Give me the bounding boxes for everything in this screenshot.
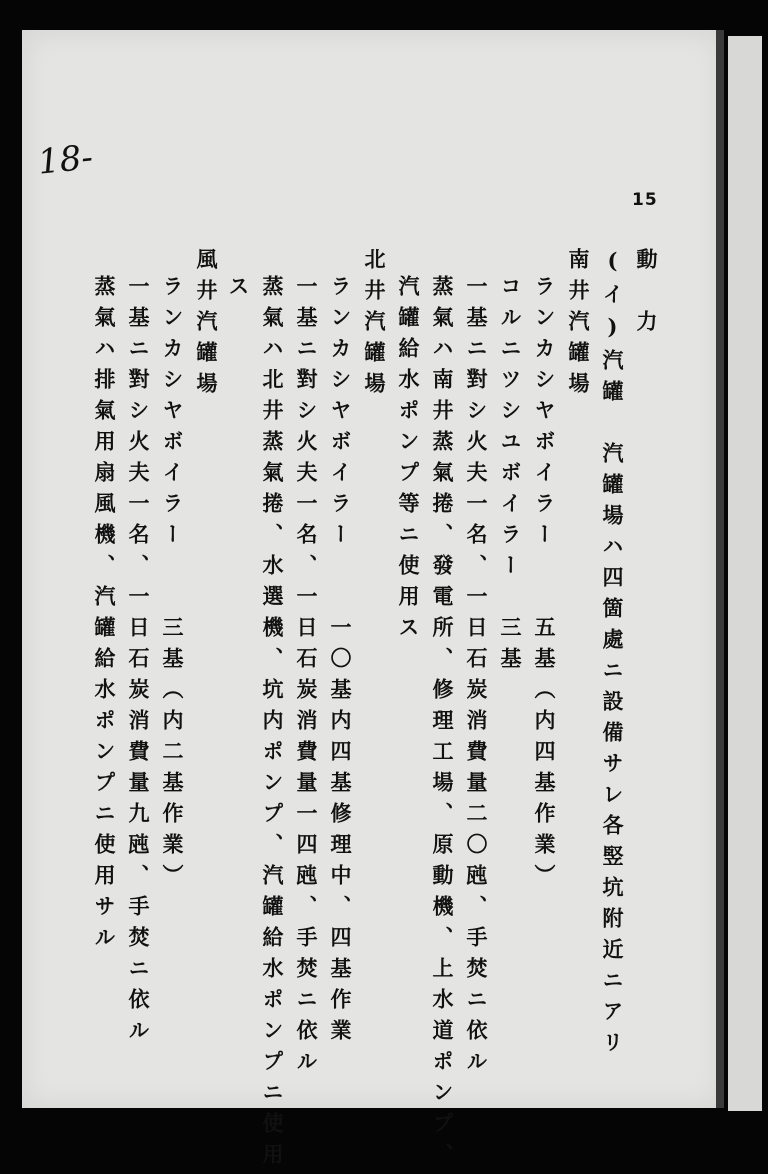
book-spine (716, 30, 724, 1108)
text-column: 汽罐給水ポンプ等ニ使用ス (396, 275, 421, 647)
next-page-edge (728, 36, 762, 1111)
text-column: 蒸氣ハ南井蒸氣捲、發電所、修理工場、原動機、上水道ポンプ、 (430, 275, 455, 1174)
text-column: (イ)汽罐 汽罐場ハ四箇處ニ設備サレ各竪坑附近ニアリ (600, 248, 625, 1062)
handwritten-page-number: 18- (36, 137, 95, 183)
page-number: 15 (632, 190, 658, 210)
text-column: 一基ニ對シ火夫一名、一日石炭消費量一四瓲、手焚ニ依ル (294, 275, 319, 1081)
text-column: ランカシヤボイラー 三基（内二基作業） (160, 275, 185, 895)
subheading-north: 北井汽罐場 (362, 248, 387, 403)
section-heading: 動 力 (634, 248, 659, 341)
text-column: コルニツシユボイラー 三基 (498, 275, 523, 678)
text-column: ランカシヤボイラー 一〇基内四基修理中、四基作業 (328, 275, 353, 1050)
text-column: 一基ニ對シ火夫一名、一日石炭消費量二〇瓲、手焚ニ依ル (464, 275, 489, 1081)
text-column: ス (226, 275, 251, 306)
subheading-wind: 風井汽罐場 (194, 248, 219, 403)
text-column: 蒸氣ハ北井蒸氣捲、水選機、坑内ポンプ、汽罐給水ポンプニ使用 (260, 275, 285, 1174)
text-column: 蒸氣ハ排氣用扇風機、汽罐給水ポンプニ使用サル (92, 275, 117, 957)
subheading-south: 南井汽罐場 (566, 248, 591, 403)
text-column: ランカシヤボイラー 五基（内四基作業） (532, 275, 557, 895)
text-column: 一基ニ對シ火夫一名、一日石炭消費量九瓲、手焚ニ依ル (126, 275, 151, 1050)
